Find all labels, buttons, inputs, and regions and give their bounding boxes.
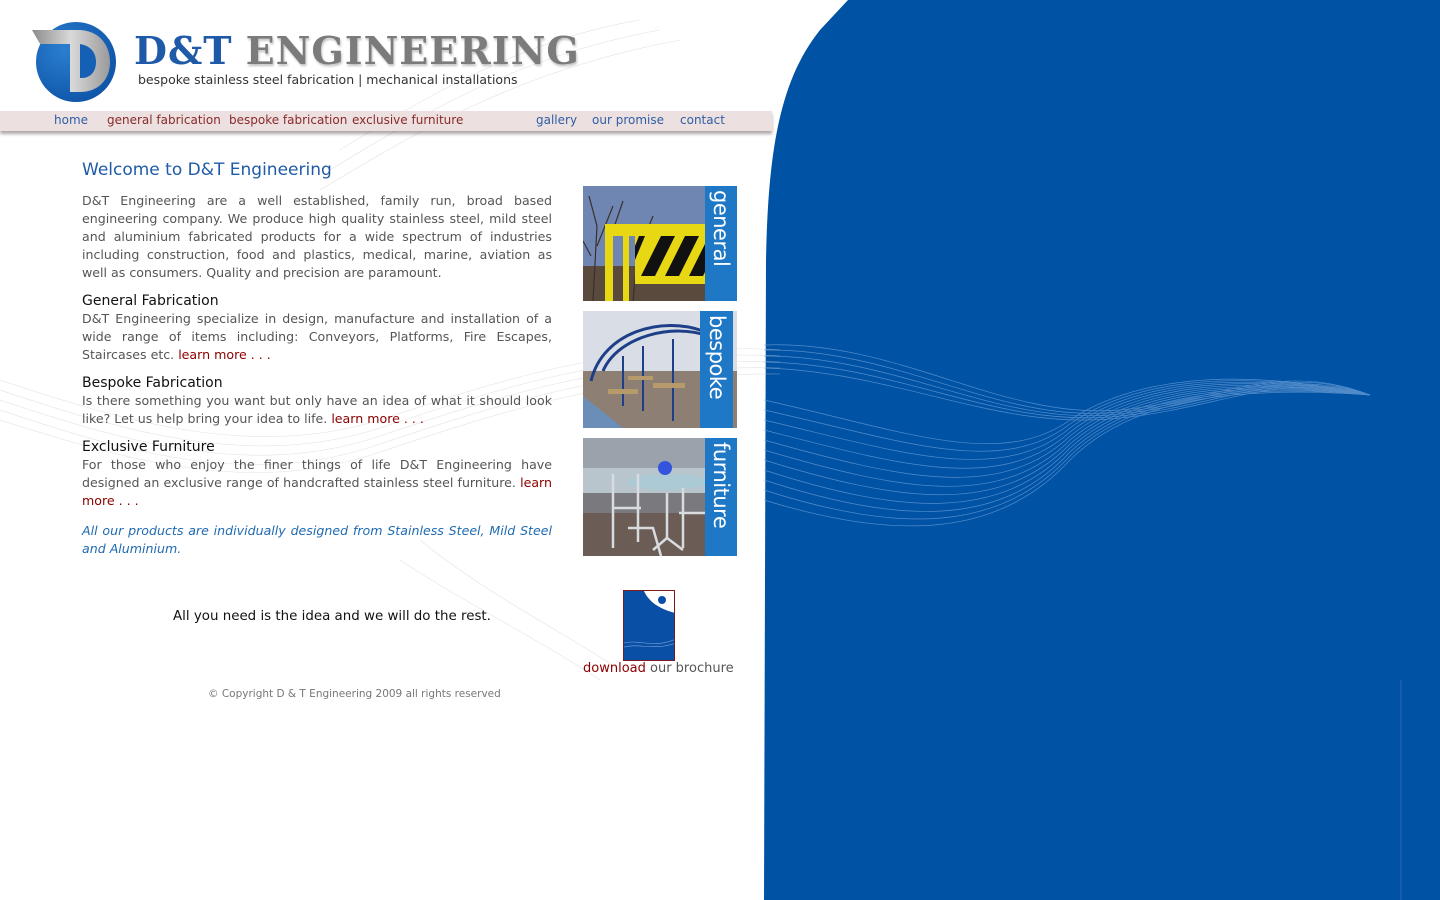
nav-exclusive-furniture[interactable]: exclusive furniture [352,113,464,127]
section-title-general: General Fabrication [82,293,219,309]
section-title-furniture: Exclusive Furniture [82,439,215,455]
section-body-general [82,310,552,364]
brand-title-dt: D&T [134,28,233,73]
brand-title-engineering: ENGINEERING [245,28,580,73]
company-logo-icon[interactable] [30,20,118,104]
thumb-label-bespoke: bespoke [705,315,729,400]
thumb-general-link[interactable] [583,186,737,301]
materials-note: All our products are individually designed from Stainless Steel, Mild Steel and Aluminium. [82,523,552,556]
thumb-furniture-link[interactable] [583,438,737,556]
page-title: Welcome to D&T Engineering [82,160,332,180]
section-text: For those who enjoy the finer things of life D&T Engineering have designed an exclusive range of handcrafted stainless steel furniture. [82,457,552,490]
thumb-label-general: general [709,190,733,267]
brand [134,30,580,87]
nav-contact[interactable]: contact [680,113,725,127]
section-text: D&T Engineering specialize in design, manufacture and installation of a wide range of items including: Conveyors, Platforms, Fire Escapes, Staircases etc. [82,311,552,362]
closing-tagline: All you need is the idea and we will do the rest. [173,609,491,624]
thumb-label-furniture: furniture [709,442,733,529]
nav-bespoke-fabrication[interactable]: bespoke fabrication [229,113,348,127]
brochure-cover-icon [624,591,675,661]
brand-title [134,30,580,72]
main-nav [0,111,772,131]
learn-more-general-link[interactable]: learn more . . . [178,347,271,362]
brochure-label: our brochure [645,661,734,676]
thumb-bespoke-link[interactable] [583,311,737,428]
brochure-download [583,661,734,676]
intro-paragraph: D&T Engineering are a well established, family run, broad based engineering company. We produce high quality stainless steel, mild steel and aluminium fabricated products for a wide spectrum of industries including construction, food and plastics, medical, marine, aviation as well as consumers. Quality and precision are paramount. [82,193,552,280]
section-body-bespoke [82,392,552,428]
footer-copyright: © Copyright D & T Engineering 2009 all rights reserved [208,688,501,700]
section-body-furniture [82,456,552,510]
nav-gallery[interactable]: gallery [536,113,578,127]
download-brochure-link[interactable]: download [583,661,646,676]
nav-home[interactable]: home [54,113,89,127]
section-text: Is there something you want but only have an idea of what it should look like? Let us help bring your idea to life. [82,393,552,426]
nav-our-promise[interactable]: our promise [592,113,664,127]
section-title-bespoke: Bespoke Fabrication [82,375,223,391]
brochure-cover-link[interactable] [623,590,675,661]
brand-tagline: bespoke stainless steel fabrication | mechanical installations [138,72,518,87]
main-content [82,160,552,558]
nav-general-fabrication[interactable]: general fabrication [107,113,221,127]
learn-more-furniture-link[interactable]: learn more . . . [82,475,552,508]
learn-more-bespoke-link[interactable]: learn more . . . [331,411,424,426]
